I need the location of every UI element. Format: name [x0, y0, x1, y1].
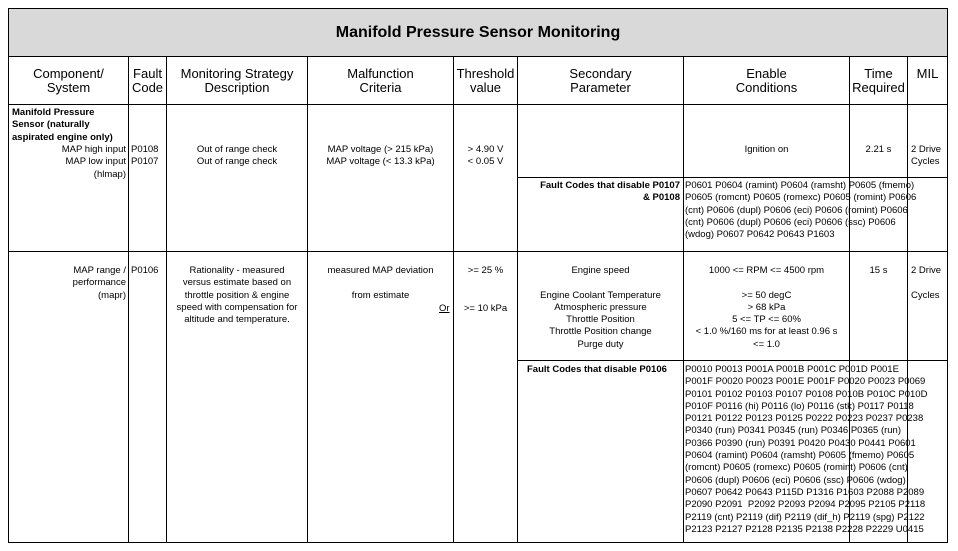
subrow-divider — [517, 177, 947, 178]
enable-text: 1000 <= RPM <= 4500 rpm >= 50 degC > 68 kPa 5 <= TP <= 60% < 1.0 %/160 ms for at least 0.96 s <= 1.0 — [695, 265, 838, 350]
threshold-text: >= 10 kPa — [463, 303, 508, 314]
or-label: Or — [439, 303, 450, 314]
component-text: MAP range / performance (mapr) — [72, 265, 126, 301]
component-title: Manifold Pressure Sensor (naturally aspirated engine only) — [12, 107, 113, 143]
disable-codes: P0601 P0604 (ramint) P0604 (ramsht) P0605 (fmemo) P0605 (romcnt) P0605 (romexc) P0605 (romint) P0606 (cnt) P0606 (dupl) P0606 (eci) P0606 (romint) P0606 (cnt) P0606 (dupl) P0606 (eci) P0606 (ssc) P0606 (wdog) P0607 P0642 P0643 P1603 — [685, 180, 917, 241]
header-enable: Enable Conditions — [735, 66, 798, 95]
strategy-text: Rationality - measured versus estimate based on throttle position & engine speed with compensation for altitude and temperature. — [176, 265, 298, 326]
header-threshold: Threshold value — [456, 66, 515, 95]
malfunction-text: MAP voltage (> 215 kPa) MAP voltage (< 13.3 kPa) — [326, 144, 435, 168]
threshold-text: > 4.90 V < 0.05 V — [467, 144, 504, 168]
table-title: Manifold Pressure Sensor Monitoring — [9, 9, 947, 57]
mil-text: 2 Drive Cycles — [911, 144, 942, 168]
enable-text: Ignition on — [744, 144, 789, 155]
disable-label: Fault Codes that disable P0106 — [527, 364, 667, 375]
fault-code: P0106 — [131, 265, 159, 276]
disable-codes: P0010 P0013 P001A P001B P001C P001D P001E P001F P0020 P0023 P001E P001F P0020 P0023 P0069 P0101 P0102 P0103 P0107 P0108 P010B P010C P010D P010F P0116 (hi) P0116 (lo) P0116 (stk) P0117 P0118 P0121 P0122 P0123 P0125 P0222 P0223 P0237 P0238 P0340 (run) P0341 P0345 (run) P0346 P0365 (run) P0366 P0390 (run) P0391 P0420 P0430 P0441 P0601 P0604 (ramint) P0604 (ramsht) P0605 (fmemo) P0605 (romcnt) P0605 (romexc) P0605 (romint) P0606 (cnt) P0606 (dupl) P0606 (eci) P0606 (ssc) P0606 (wdog) P0607 P0642 P0643 P115D P1316 P1603 P2088 P2089 P2090 P2091 P2092 P2093 P2094 P2095 P2105 P2118 P2119 (cnt) P2119 (dif) P2119 (dif_h) P2119 (spg) P2122 P2123 P2127 P2128 P2135 P2138 P2228 P2229 U0415 — [685, 364, 928, 535]
header-mil: MIL — [916, 66, 939, 81]
header-strategy: Monitoring Strategy Description — [180, 66, 294, 95]
row-divider — [9, 251, 947, 252]
strategy-text: Out of range check Out of range check — [196, 144, 278, 168]
document-page — [8, 8, 948, 543]
secondary-text: Engine speed Engine Coolant Temperature Atmospheric pressure Throttle Position Throttle Position change Purge duty — [540, 265, 661, 350]
time-text: 2.21 s — [865, 144, 892, 155]
malfunction-text: from estimate — [351, 290, 410, 301]
mil-text: 2 Drive — [911, 265, 942, 276]
col-divider — [128, 57, 129, 543]
threshold-text: >= 25 % — [467, 265, 504, 276]
header-divider — [9, 104, 947, 105]
header-malfunction: Malfunction Criteria — [347, 66, 414, 95]
col-divider — [453, 57, 454, 543]
header-component: Component/ System — [33, 66, 104, 95]
subrow-divider — [517, 360, 947, 361]
header-fault-code: Fault Code — [131, 66, 164, 95]
disable-label: Fault Codes that disable P0107 & P0108 — [540, 180, 680, 204]
malfunction-text: measured MAP deviation — [327, 265, 434, 276]
header-secondary: Secondary Parameter — [569, 66, 632, 95]
fault-codes: P0108 P0107 — [131, 144, 159, 168]
component-detail: MAP high input MAP low input (hlmap) — [61, 144, 126, 180]
header-time: Time Required — [852, 66, 905, 95]
mil-text: Cycles — [911, 290, 940, 301]
time-text: 15 s — [869, 265, 888, 276]
